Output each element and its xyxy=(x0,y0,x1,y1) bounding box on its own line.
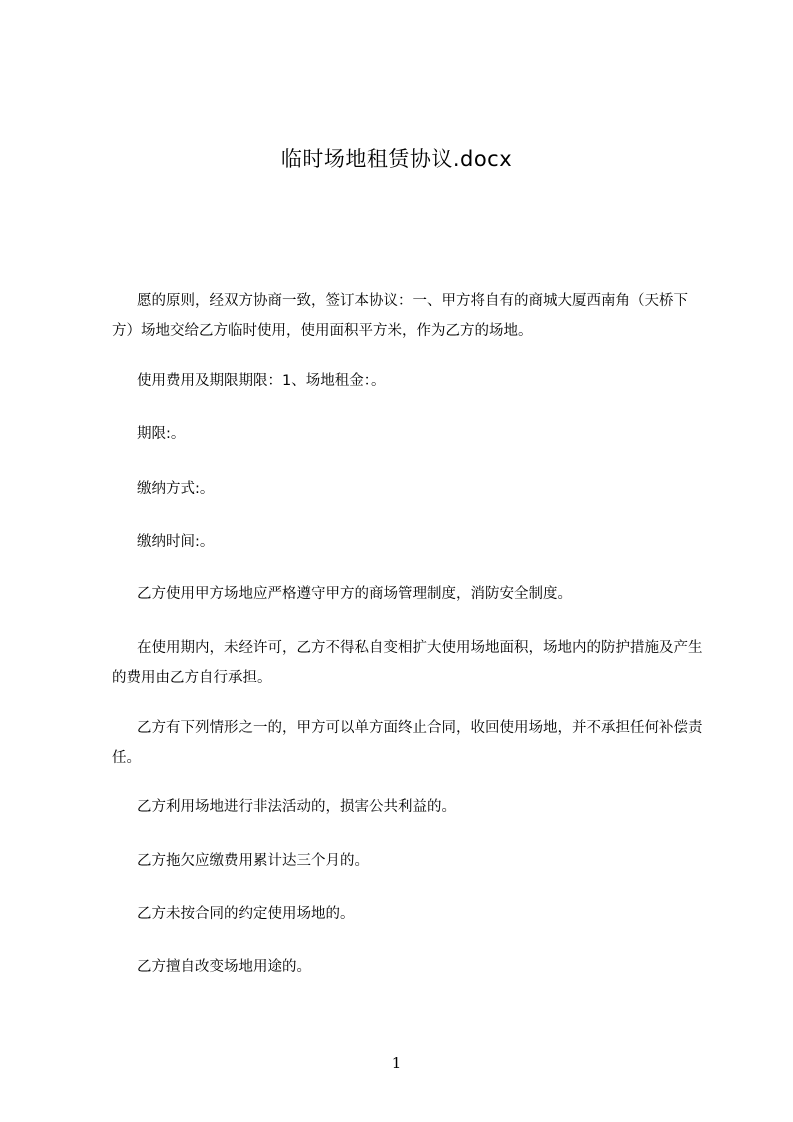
paragraph-8: 乙方有下列情形之一的，甲方可以单方面终止合同，收回使用场地，并不承担任何补偿责任。 xyxy=(112,720,703,766)
paragraph-2: 使用费用及期限期限：1、场地租金：。 xyxy=(137,373,386,389)
page-number: 1 xyxy=(391,1054,402,1072)
paragraph-9: 乙方利用场地进行非法活动的，损害公共利益的。 xyxy=(137,799,456,815)
paragraph-1: 愿的原则，经双方协商一致，签订本协议：一、甲方将自有的商城大厦西南角（天桥下方）场地交给乙方临时使用，使用面积平方米，作为乙方的场地。 xyxy=(112,293,688,339)
paragraph-3: 期限:。 xyxy=(137,426,186,442)
paragraph-4: 缴纳方式:。 xyxy=(137,481,215,497)
paragraph-6: 乙方使用甲方场地应严格遵守甲方的商场管理制度，消防安全制度。 xyxy=(137,586,572,602)
paragraph-10: 乙方拖欠应缴费用累计达三个月的。 xyxy=(137,853,369,869)
paragraph-12: 乙方擅自改变场地用途的。 xyxy=(137,959,311,975)
paragraph-5: 缴纳时间:。 xyxy=(137,534,215,550)
paragraph-11: 乙方未按合同的约定使用场地的。 xyxy=(137,906,355,922)
document-title: 临时场地租赁协议.docx xyxy=(280,147,513,171)
paragraph-7: 在使用期内，未经许可，乙方不得私自变相扩大使用场地面积，场地内的防护措施及产生的费用由乙方自行承担。 xyxy=(112,640,703,686)
